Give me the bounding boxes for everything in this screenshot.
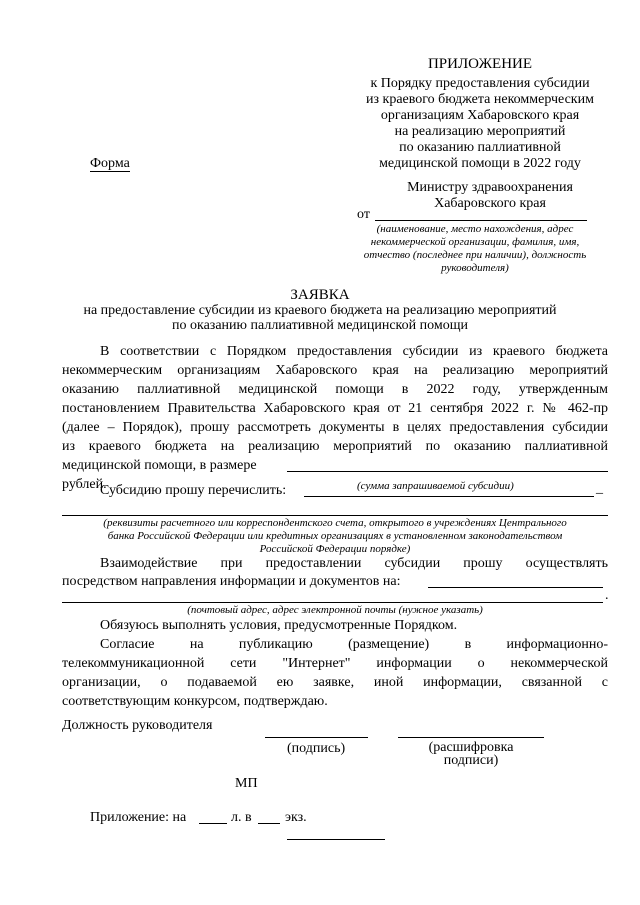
- paragraph-line: постановлением Правительства Хабаровского края от 21 сентября 2022 г. № 462-пр: [62, 401, 608, 416]
- hint-line: (наименование, место нахождения, адрес: [376, 223, 574, 235]
- hint-line: подписи): [443, 753, 499, 768]
- sheets-label: л. в: [231, 810, 252, 825]
- from-label: от: [357, 207, 370, 222]
- copies-label: экз.: [285, 810, 307, 825]
- position-label: Должность руководителя: [62, 718, 213, 733]
- addressee-line-2: Хабаровского края: [434, 196, 546, 211]
- period-mark: .: [605, 588, 609, 603]
- copies-count-line[interactable]: [258, 823, 280, 824]
- sheets-count-line[interactable]: [199, 823, 227, 824]
- sum-hint: (сумма запрашиваемой субсидии): [357, 480, 514, 492]
- paragraph-line: из краевого бюджета на реализацию мероприятий по оказанию паллиативной: [62, 439, 608, 454]
- transfer-end: _: [596, 481, 603, 496]
- contact-input-line[interactable]: [428, 587, 603, 588]
- oblige-text: Обязуюсь выполнять условия, предусмотренные Порядком.: [100, 618, 458, 633]
- interaction-line-1: Взаимодействие при предоставлении субсидии прошу осуществлять: [100, 556, 608, 571]
- appendix-line: на реализацию мероприятий: [394, 124, 566, 139]
- contact-input-line-2[interactable]: [62, 602, 603, 603]
- paragraph-line: (далее – Порядок), прошу рассмотреть документы в целях предоставления субсидии: [62, 420, 608, 435]
- appendix-line: медицинской помощи в 2022 году: [379, 156, 581, 171]
- hint-line: банка Российской Федерации или кредитных организациях в установленном законодательством: [107, 530, 563, 542]
- post-hint: (почтовый адрес, адрес электронной почты (нужное указать): [187, 604, 483, 616]
- rubles-label: рублей.: [62, 477, 107, 492]
- addressee-hint: [330, 223, 620, 275]
- hint-line: руководителя): [441, 262, 509, 274]
- footer-line: [287, 839, 385, 840]
- signature-line[interactable]: [265, 737, 368, 738]
- attachment-label: Приложение: на: [90, 810, 187, 825]
- transfer-label: Субсидию прошу перечислить:: [100, 483, 287, 498]
- transfer-input-line[interactable]: [304, 496, 594, 497]
- paragraph-line-last: медицинской помощи, в размере: [62, 458, 257, 473]
- signature-decode-line[interactable]: [398, 737, 544, 738]
- from-input-line[interactable]: [375, 220, 587, 221]
- hint-line: Российской Федерации порядке): [259, 543, 411, 555]
- paragraph-line: В соответствии с Порядком предоставления субсидии из краевого бюджета: [100, 344, 608, 359]
- hint-line: (расшифровка: [428, 740, 514, 755]
- consent-line: телекоммуникационной сети "Интернет" информации о некоммерческой: [62, 656, 608, 671]
- bank-hint: [50, 517, 620, 556]
- paragraph-line: оказанию паллиативной медицинской помощи в 2022 году, утвержденным: [62, 382, 608, 397]
- appendix-title: ПРИЛОЖЕНИЕ: [427, 56, 533, 72]
- signature-hint: (подпись): [287, 741, 346, 756]
- subsidy-amount-line[interactable]: [287, 471, 608, 472]
- appendix-line: из краевого бюджета некоммерческим: [366, 92, 594, 107]
- appendix-block: [340, 76, 620, 172]
- document-subtitle-2: по оказанию паллиативной медицинской помощи: [172, 318, 468, 333]
- stamp-label: МП: [235, 776, 258, 791]
- consent-line: организации, о подаваемой ею заявке, иной информации, связанной с: [62, 675, 608, 690]
- appendix-line: организациям Хабаровского края: [380, 108, 580, 123]
- appendix-line: к Порядку предоставления субсидии: [370, 76, 590, 91]
- document-title: ЗАЯВКА: [290, 287, 350, 303]
- consent-line: Согласие на публикацию (размещение) в информационно-: [100, 637, 608, 652]
- decode-hint: [398, 741, 544, 767]
- hint-line: отчество (последнее при наличии), должность: [363, 249, 587, 261]
- hint-line: некоммерческой организации, фамилия, имя,: [370, 236, 580, 248]
- interaction-line-2: посредством направления информации и документов на:: [62, 574, 401, 589]
- addressee-block: [360, 180, 620, 212]
- paragraph-line: некоммерческим организациям Хабаровского края на реализацию мероприятий: [62, 363, 608, 378]
- consent-line-last: соответствующим конкурсом, подтверждаю.: [62, 694, 328, 709]
- document-subtitle-1: на предоставление субсидии из краевого бюджета на реализацию мероприятий: [83, 303, 557, 318]
- bank-details-line[interactable]: [62, 515, 608, 516]
- hint-line: (реквизиты расчетного или корреспондентского счета, открытого в учреждениях Центрального: [103, 517, 567, 529]
- form-label: Форма: [90, 156, 130, 171]
- addressee-line-1: Министру здравоохранения: [407, 180, 573, 195]
- appendix-line: по оказанию паллиативной: [399, 140, 561, 155]
